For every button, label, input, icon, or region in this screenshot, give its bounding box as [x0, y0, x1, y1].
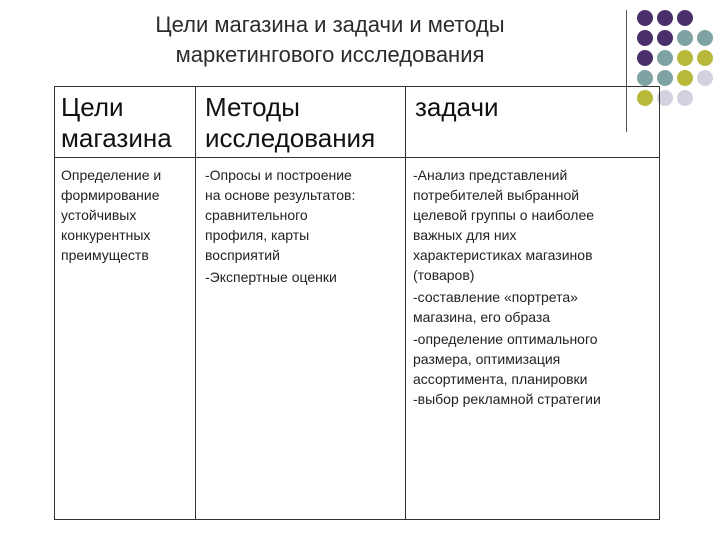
dot-purple — [637, 50, 653, 66]
header-goals — [61, 92, 195, 154]
goals-methods-table — [54, 86, 660, 520]
methods-line: на основе результатов: — [205, 187, 356, 203]
methods-line: -Экспертные оценки — [205, 269, 337, 285]
header-divider — [55, 157, 659, 158]
dot-lavender — [697, 70, 713, 86]
methods-line: сравнительного — [205, 207, 308, 223]
dot-purple — [677, 10, 693, 26]
dot-teal — [657, 70, 673, 86]
tasks-line: -составление «портрета» — [413, 289, 578, 305]
header-methods-line: Методы — [205, 92, 300, 122]
column-divider — [405, 87, 406, 519]
header-tasks-line: задачи — [415, 92, 499, 122]
tasks-line: размера, оптимизация — [413, 351, 561, 367]
dot-olive — [677, 70, 693, 86]
header-methods — [205, 92, 405, 154]
cell-tasks — [413, 165, 657, 409]
dot-lavender — [677, 90, 693, 106]
header-goals-line: магазина — [61, 123, 172, 153]
goals-line: Определение и — [61, 167, 162, 183]
methods-line: -Опросы и построение — [205, 167, 352, 183]
header-goals-line: Цели — [61, 92, 124, 122]
goals-line: устойчивых — [61, 207, 137, 223]
goals-line: конкурентных — [61, 227, 151, 243]
cell-methods — [205, 165, 405, 287]
title-line-1: Цели магазина и задачи и методы — [155, 12, 505, 37]
goals-line: преимуществ — [61, 247, 149, 263]
dot-teal — [677, 30, 693, 46]
tasks-line: характеристиках магазинов — [413, 247, 593, 263]
column-divider — [195, 87, 196, 519]
tasks-line: -определение оптимального — [413, 331, 598, 347]
dot-purple — [637, 10, 653, 26]
methods-line: профиля, карты — [205, 227, 310, 243]
tasks-line: целевой группы о наиболее — [413, 207, 595, 223]
tasks-line: магазина, его образа — [413, 309, 551, 325]
dot-olive — [677, 50, 693, 66]
goals-line: формирование — [61, 187, 160, 203]
tasks-line: важных для них — [413, 227, 517, 243]
dot-teal — [637, 70, 653, 86]
header-methods-line: исследования — [205, 123, 376, 153]
cell-goals — [61, 165, 195, 265]
dot-teal — [697, 30, 713, 46]
dot-purple — [657, 10, 673, 26]
dot-olive — [697, 50, 713, 66]
tasks-line: потребителей выбранной — [413, 187, 580, 203]
dot-purple — [657, 30, 673, 46]
tasks-line: ассортимента, планировки — [413, 371, 588, 387]
tasks-line: (товаров) — [413, 267, 475, 283]
tasks-line: -Анализ представлений — [413, 167, 568, 183]
header-tasks — [415, 92, 655, 123]
title-line-2: маркетингового исследования — [175, 42, 485, 67]
tasks-line: -выбор рекламной стратегии — [413, 391, 601, 407]
slide-title — [80, 10, 580, 70]
methods-line: восприятий — [205, 247, 280, 263]
dot-teal — [657, 50, 673, 66]
dot-purple — [637, 30, 653, 46]
